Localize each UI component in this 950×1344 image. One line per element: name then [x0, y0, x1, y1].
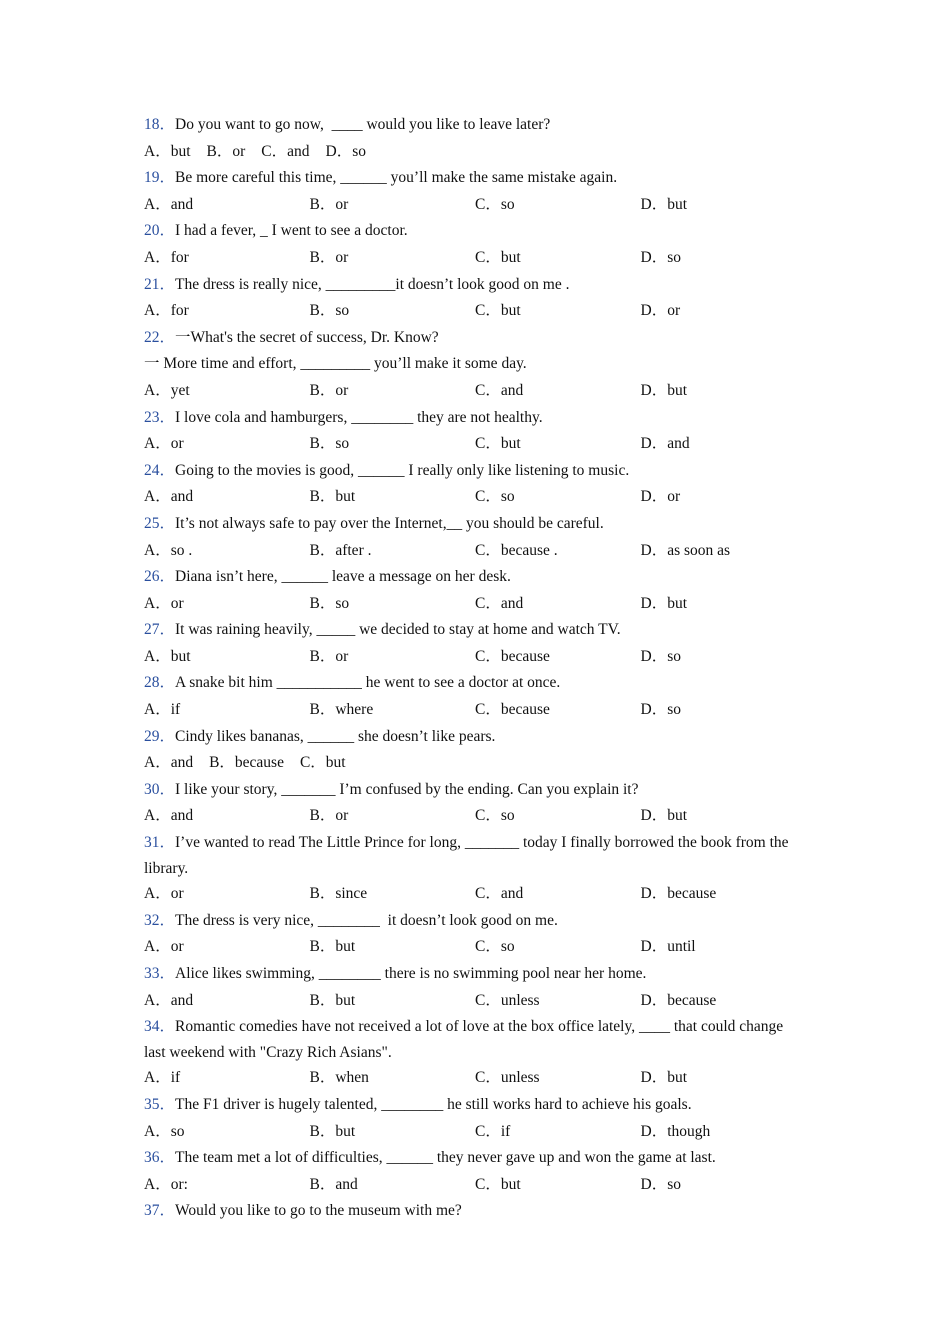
option-a[interactable]: A．or: [144, 885, 184, 903]
question-stem: [144, 908, 794, 935]
option-a[interactable]: A．or: [144, 435, 184, 453]
option-d[interactable]: D．so: [640, 248, 681, 266]
option-a[interactable]: A．and: [144, 754, 194, 772]
options-row: [144, 298, 794, 325]
option-b[interactable]: B．so: [309, 594, 350, 612]
option-d[interactable]: D．so: [640, 647, 681, 665]
option-b[interactable]: B．or: [309, 807, 349, 825]
question-number: 23．: [144, 408, 176, 426]
options-row: [144, 192, 794, 219]
options-row: [144, 484, 794, 511]
question-text: I had a fever, _ I went to see a doctor.: [175, 222, 408, 240]
question-text: 一What's the secret of success, Dr. Know?: [175, 328, 439, 346]
option-b[interactable]: B．but: [309, 938, 356, 956]
option-a[interactable]: A．or:: [144, 1175, 188, 1193]
option-c[interactable]: C．unless: [475, 1069, 540, 1087]
option-a[interactable]: A．yet: [144, 381, 190, 399]
question-text: Alice likes swimming, ________ there is no swimming pool near her home.: [175, 965, 647, 982]
option-b[interactable]: B．or: [309, 381, 349, 399]
option-a[interactable]: A．for: [144, 248, 189, 266]
option-c[interactable]: C．and: [475, 594, 524, 612]
options-row: [144, 591, 794, 618]
question-number: 19．: [144, 169, 176, 187]
option-b[interactable]: B．or: [206, 142, 246, 160]
option-a[interactable]: A．and: [144, 195, 194, 213]
question-12: [144, 777, 794, 830]
question-3: [144, 272, 794, 325]
option-b[interactable]: B．but: [309, 991, 356, 1009]
question-number: 27．: [144, 621, 176, 639]
question-number: 35．: [144, 1095, 176, 1113]
question-text: The dress is really nice, _________it doesn’t look good on me .: [175, 275, 570, 293]
question-9: [144, 617, 794, 670]
question-text: Cindy likes bananas, ______ she doesn’t like pears.: [175, 727, 496, 745]
option-c[interactable]: C．because: [475, 701, 550, 719]
option-d[interactable]: D．but: [640, 807, 688, 825]
option-c[interactable]: C．so: [475, 195, 515, 213]
option-c[interactable]: C．because: [475, 647, 550, 665]
option-d[interactable]: D．because: [640, 991, 717, 1009]
question-1: [144, 165, 794, 218]
question-number: 28．: [144, 674, 176, 692]
question-text: Do you want to go now, ____ would you like to leave later?: [175, 116, 551, 133]
question-stem: [144, 830, 794, 881]
question-18: [144, 1145, 794, 1198]
question-text: The dress is very nice, ________ it doesn’t look good on me.: [175, 911, 558, 929]
option-a[interactable]: A．so .: [144, 541, 193, 559]
option-d[interactable]: D．but: [640, 381, 688, 399]
option-a[interactable]: A．if: [144, 1069, 181, 1087]
option-b[interactable]: B．because: [209, 754, 284, 772]
question-text: I love cola and hamburgers, ________ they are not healthy.: [175, 408, 543, 426]
option-a[interactable]: A．and: [144, 991, 194, 1009]
options-row: [144, 378, 794, 405]
question-reply-line: 一 More time and effort, _________ you’ll make it some day.: [144, 355, 527, 373]
option-a[interactable]: A．but: [144, 142, 191, 160]
question-stem: [144, 458, 794, 485]
option-a[interactable]: A．and: [144, 488, 194, 506]
option-b[interactable]: B．where: [309, 701, 374, 719]
question-15: [144, 961, 794, 1014]
question-2: [144, 218, 794, 271]
question-stem: [144, 218, 794, 245]
options-row: [144, 538, 794, 565]
option-d[interactable]: D．as soon as: [640, 541, 731, 559]
option-c[interactable]: C．because .: [475, 541, 558, 559]
options-row: [144, 1172, 794, 1199]
options-row: [144, 245, 794, 272]
question-text: Would you like to go to the museum with me?: [175, 1202, 462, 1220]
question-number: 26．: [144, 568, 176, 586]
option-b[interactable]: B．so: [309, 435, 350, 453]
question-number: 37．: [144, 1202, 176, 1220]
question-text: It was raining heavily, _____ we decided to stay at home and watch TV.: [175, 621, 621, 639]
question-stem: [144, 165, 794, 192]
question-16: [144, 1014, 794, 1092]
option-c[interactable]: C．but: [475, 1175, 521, 1193]
option-d[interactable]: D．so: [325, 142, 366, 160]
option-c[interactable]: C．unless: [475, 991, 540, 1009]
question-text: Romantic comedies have not received a lot of love at the box office lately, ____ that could change last weekend with "Crazy Rich Asians".: [144, 1018, 788, 1061]
option-c[interactable]: C．so: [475, 488, 515, 506]
option-b[interactable]: B．but: [309, 488, 356, 506]
option-d[interactable]: D．though: [640, 1122, 711, 1140]
option-a[interactable]: A．but: [144, 647, 191, 665]
options-row: [144, 750, 794, 777]
question-number: 32．: [144, 911, 176, 929]
question-6: [144, 458, 794, 511]
worksheet-page: [144, 112, 794, 1225]
question-11: [144, 724, 794, 777]
question-number: 21．: [144, 275, 176, 293]
question-10: [144, 670, 794, 723]
question-text: It’s not always safe to pay over the Internet,__ you should be careful.: [175, 514, 604, 532]
question-number: 31．: [144, 834, 176, 852]
question-stem: [144, 1014, 794, 1065]
option-a[interactable]: A．if: [144, 701, 181, 719]
option-c[interactable]: C．if: [475, 1122, 511, 1140]
question-stem: [144, 112, 794, 139]
options-row: [144, 803, 794, 830]
question-0: [144, 112, 794, 165]
question-stem: [144, 1092, 794, 1119]
options-row: [144, 1065, 794, 1092]
option-a[interactable]: A．for: [144, 302, 189, 320]
options-row: [144, 431, 794, 458]
options-row: [144, 988, 794, 1015]
options-row: [144, 1119, 794, 1146]
option-b[interactable]: B．and: [309, 1175, 358, 1193]
option-c[interactable]: C．and: [261, 142, 310, 160]
question-number: 20．: [144, 222, 176, 240]
question-number: 24．: [144, 461, 176, 479]
question-text: I like your story, _______ I’m confused by the ending. Can you explain it?: [175, 780, 639, 798]
question-stem: [144, 272, 794, 299]
question-text: The F1 driver is hugely talented, ________ he still works hard to achieve his goals.: [175, 1095, 692, 1113]
question-text: Going to the movies is good, ______ I really only like listening to music.: [175, 461, 630, 479]
question-5: [144, 405, 794, 458]
option-b[interactable]: B．after .: [309, 541, 372, 559]
question-text: I’ve wanted to read The Little Prince for long, _______ today I finally borrowed the book from the library.: [144, 834, 793, 877]
question-14: [144, 908, 794, 961]
question-4: [144, 325, 794, 405]
question-number: 34．: [144, 1018, 176, 1036]
option-d[interactable]: D．until: [640, 938, 696, 956]
question-stem: [144, 325, 794, 352]
option-b[interactable]: B．or: [309, 647, 349, 665]
options-row: [144, 881, 794, 908]
question-text: The team met a lot of difficulties, ______ they never gave up and won the game at last.: [175, 1149, 716, 1167]
question-text: A snake bit him ___________ he went to see a doctor at once.: [175, 674, 561, 692]
option-d[interactable]: D．but: [640, 1069, 688, 1087]
option-a[interactable]: A．or: [144, 938, 184, 956]
option-b[interactable]: B．or: [309, 195, 349, 213]
option-c[interactable]: C．and: [475, 381, 524, 399]
question-text: Be more careful this time, ______ you’ll make the same mistake again.: [175, 169, 618, 187]
option-c[interactable]: C．but: [475, 302, 521, 320]
question-stem: [144, 564, 794, 591]
option-d[interactable]: D．but: [640, 594, 688, 612]
options-row: [144, 644, 794, 671]
question-stem: [144, 961, 794, 988]
question-number: 33．: [144, 965, 176, 982]
option-c[interactable]: C．but: [475, 435, 521, 453]
option-d[interactable]: D．but: [640, 195, 688, 213]
question-stem: [144, 1145, 794, 1172]
question-number: 29．: [144, 727, 176, 745]
question-number: 30．: [144, 780, 176, 798]
question-8: [144, 564, 794, 617]
options-row: [144, 934, 794, 961]
options-row: [144, 139, 794, 166]
question-7: [144, 511, 794, 564]
option-a[interactable]: A．and: [144, 807, 194, 825]
question-number: 25．: [144, 514, 176, 532]
option-b[interactable]: B．when: [309, 1069, 369, 1087]
question-stem: [144, 405, 794, 432]
question-stem: [144, 777, 794, 804]
question-number: 18．: [144, 116, 176, 133]
option-b[interactable]: B．but: [309, 1122, 356, 1140]
option-d[interactable]: D．and: [640, 435, 690, 453]
option-b[interactable]: B．or: [309, 248, 349, 266]
option-c[interactable]: C．but: [299, 754, 346, 772]
option-c[interactable]: C．and: [475, 885, 524, 903]
question-stem: [144, 1198, 794, 1225]
question-stem: [144, 724, 794, 751]
question-number: 36．: [144, 1149, 176, 1167]
option-a[interactable]: A．or: [144, 594, 184, 612]
question-19: [144, 1198, 794, 1225]
option-d[interactable]: D．because: [640, 885, 717, 903]
question-stem: [144, 670, 794, 697]
option-c[interactable]: C．but: [475, 248, 521, 266]
option-b[interactable]: B．since: [309, 885, 368, 903]
option-d[interactable]: D．or: [640, 488, 681, 506]
question-text: Diana isn’t here, ______ leave a message on her desk.: [175, 568, 511, 586]
options-row: [144, 697, 794, 724]
question-17: [144, 1092, 794, 1145]
option-c[interactable]: C．so: [475, 938, 515, 956]
option-d[interactable]: D．or: [640, 302, 681, 320]
question-number: 22．: [144, 328, 176, 346]
question-stem: [144, 617, 794, 644]
question-stem: [144, 511, 794, 538]
question-13: [144, 830, 794, 908]
option-a[interactable]: A．so: [144, 1122, 185, 1140]
option-c[interactable]: C．so: [475, 807, 515, 825]
option-d[interactable]: D．so: [640, 1175, 681, 1193]
option-b[interactable]: B．so: [309, 302, 350, 320]
option-d[interactable]: D．so: [640, 701, 681, 719]
